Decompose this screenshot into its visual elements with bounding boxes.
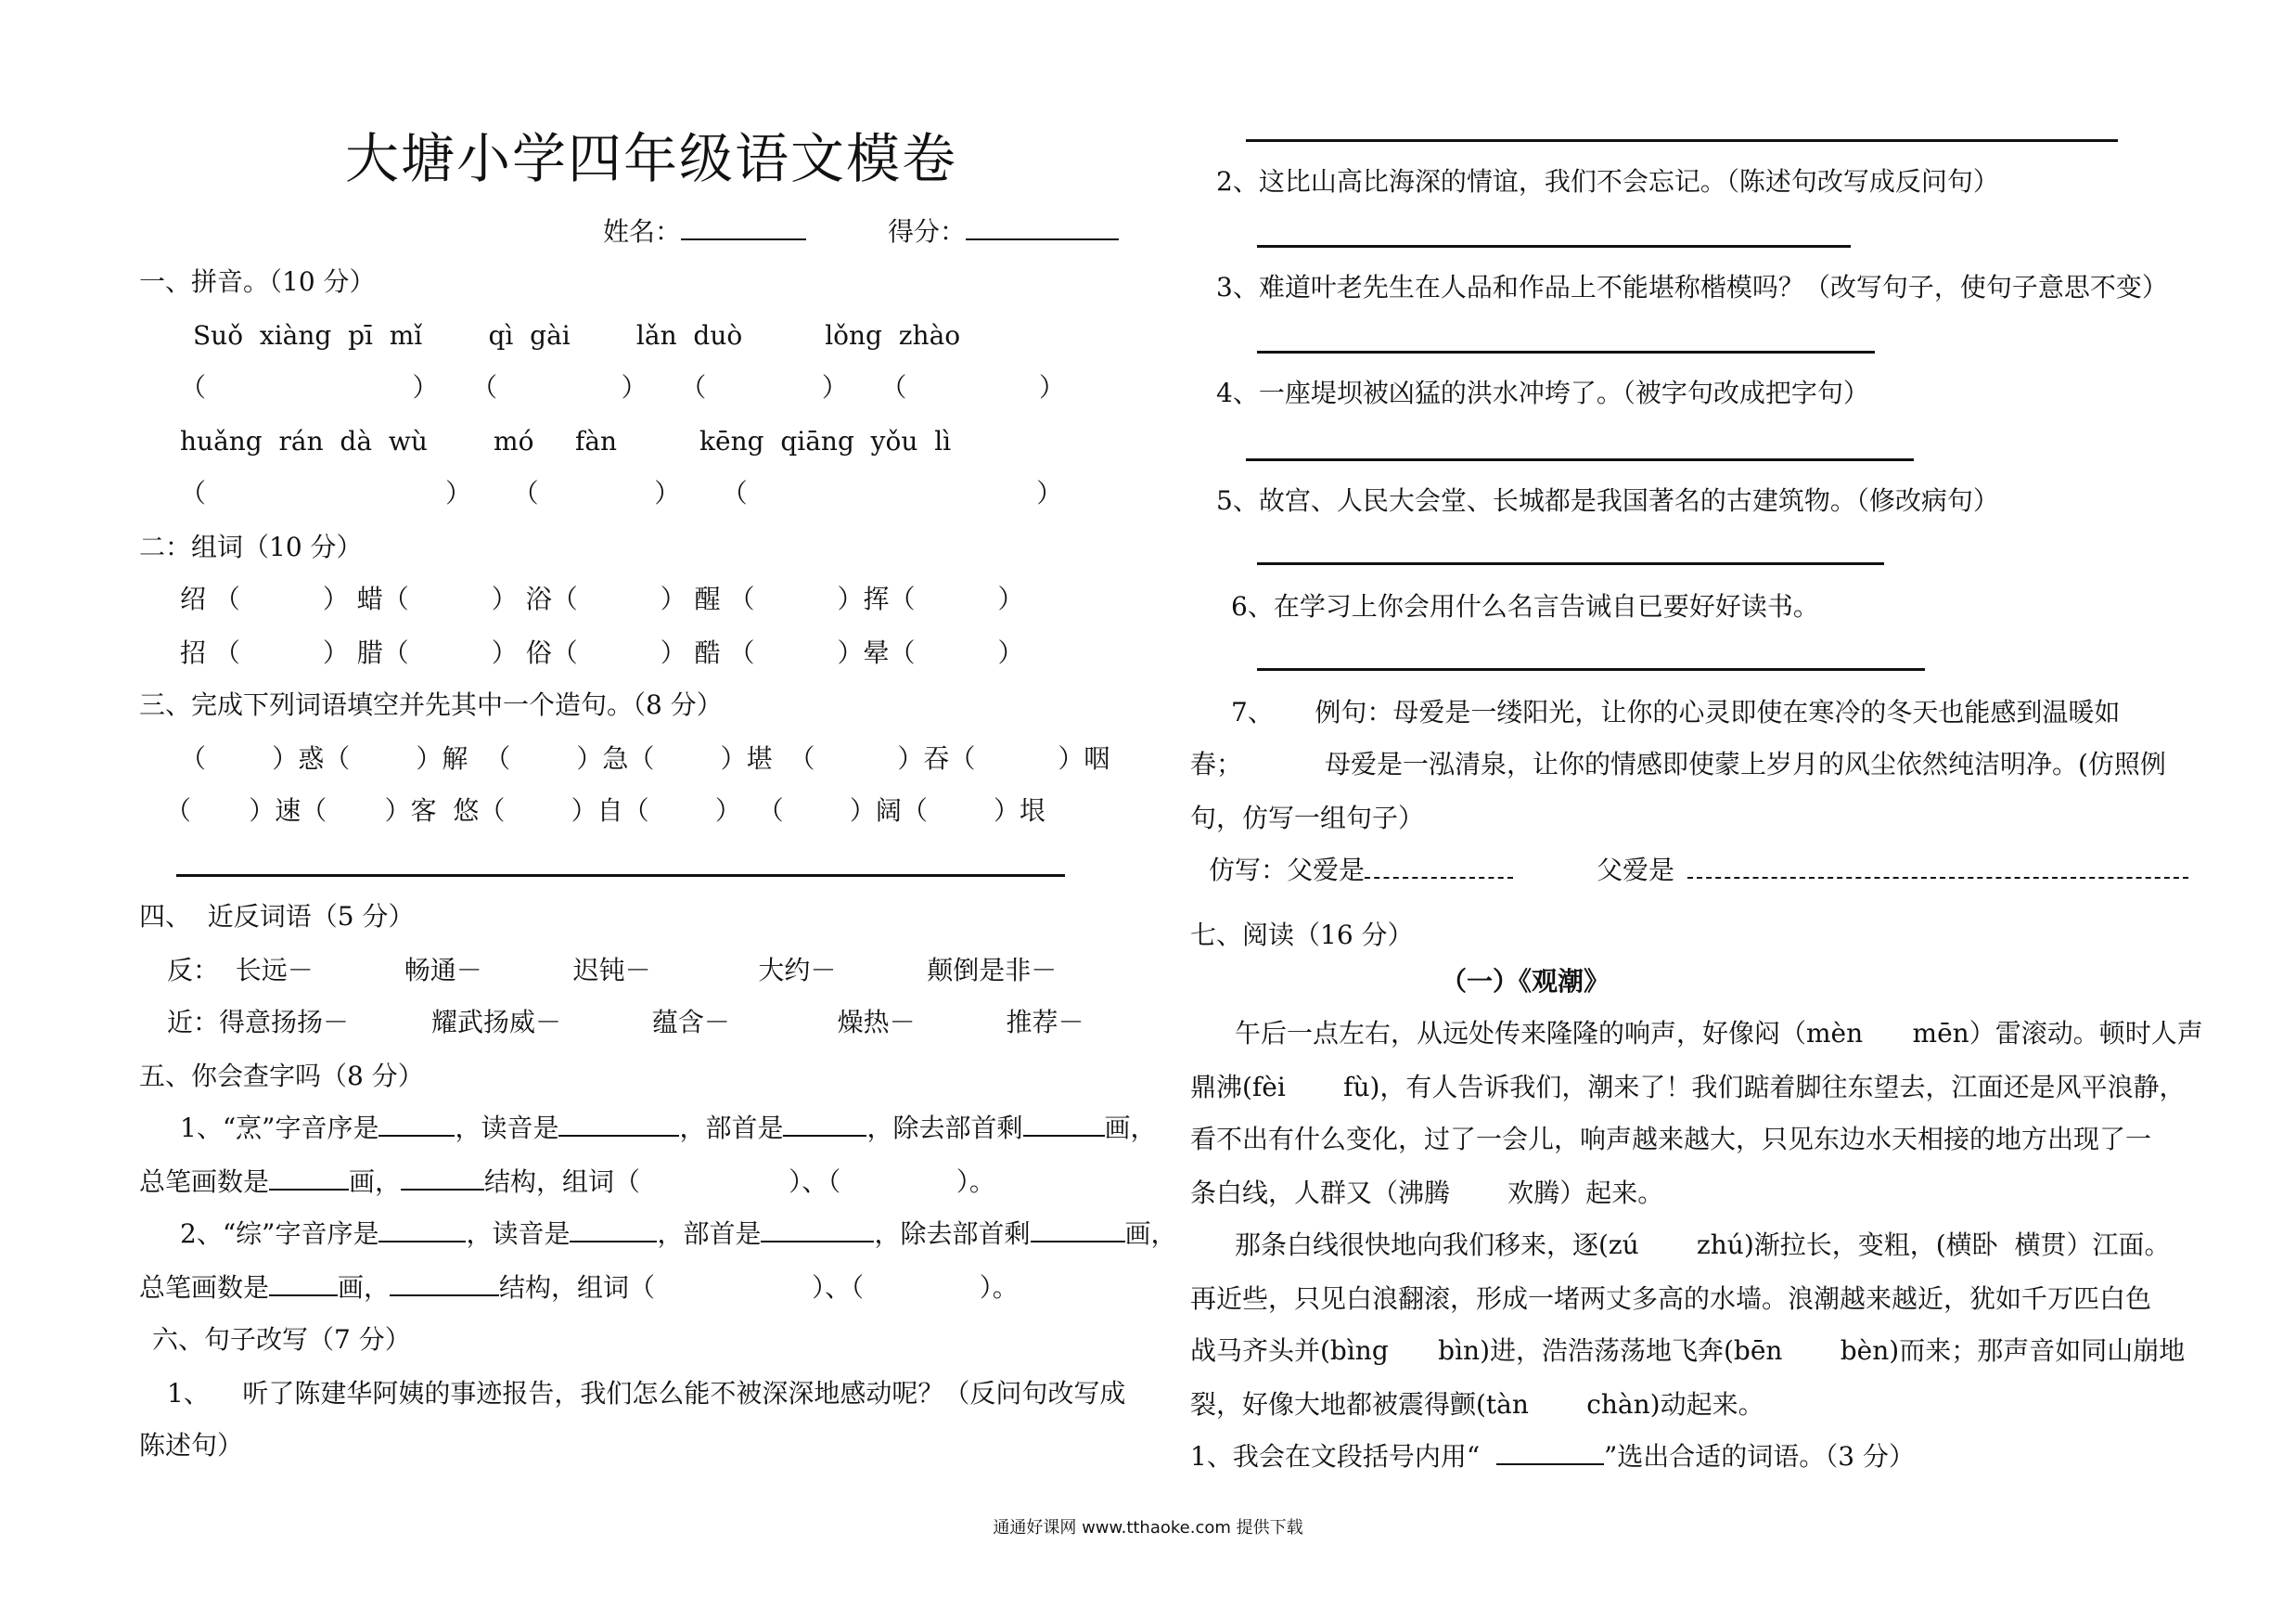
rewrite-5-text: 5、故宫、人民大会堂、长城都是我国著名的古建筑物。（修改病句） (1216, 485, 1999, 516)
char-lookup-1-line-1: 1、“烹”字音序是 ，读音是 ，部首是 ，除去部首剩 画， (180, 1113, 1157, 1143)
char-lookup-2-line-1: 2、“综”字音序是 ，读音是 ，部首是 ，除去部首剩 画， (180, 1218, 1177, 1249)
rewrite-6-answer-line[interactable] (1257, 668, 1925, 671)
passage-line-4: 条白线，人群又（沸腾 欢腾）起来。 (1190, 1178, 1664, 1208)
pinyin-row-2: huǎng rán dà wù mó fàn kēng qiāng yǒu lì (180, 426, 952, 457)
reading-question-1: 1、我会在文段括号内用“ ”选出合适的词语。（3 分） (1190, 1441, 1915, 1472)
rewrite-1-answer-line[interactable] (1246, 139, 2118, 142)
word-group-row-1[interactable]: 绍 （ ） 蜡（ ） 浴（ ） 醒 （ ）挥（ ） (180, 584, 1024, 614)
score-label: 得分： (888, 216, 967, 247)
pinyin-row-1: Suǒ xiàng pī mǐ qì gài lǎn duò lǒng zhào (193, 320, 961, 351)
char-lookup-2-line-2: 总笔画数是 画， 结构，组词（ ）、（ ）。 (139, 1272, 1019, 1303)
char-lookup-1-line-2: 总笔画数是 画， 结构，组词（ ）、（ ）。 (139, 1166, 995, 1197)
antonym-row: 反： 长远－ 畅通－ 迟钝－ 大约－ 颠倒是非－ (167, 955, 1058, 985)
section-2-title: 二：组词（10 分） (139, 532, 363, 562)
section-6-title: 六、句子改写（7 分） (152, 1324, 411, 1355)
rewrite-1-text-cont: 陈述句） (139, 1430, 244, 1461)
rewrite-4-text: 4、一座堤坝被凶猛的洪水冲垮了。（被字句改成把字句） (1216, 378, 1869, 408)
rewrite-7-text-cont: 春； 母爱是一泓清泉，让你的情感即使蒙上岁月的风尘依然纯洁明净。(仿照例 (1190, 749, 2166, 779)
passage-line-6: 再近些，只见白浪翻滚，形成一堵两丈多高的水墙。浪潮越来越近，犹如千万匹白色 (1190, 1283, 2152, 1314)
passage-line-3: 看不出有什么变化，过了一会儿，响声越来越大，只见东边水天相接的地方出现了一 (1190, 1124, 2152, 1154)
score-field[interactable] (966, 216, 1119, 240)
answer-brackets-row-2[interactable]: （ ） （ ） （ ） (180, 478, 1063, 508)
section-5-title: 五、你会查字吗（8 分） (139, 1061, 424, 1091)
passage-line-7: 战马齐头并(bìng bìn)进，浩浩荡荡地飞奔(bēn bèn)而来；那声音如同山崩地 (1190, 1335, 2186, 1366)
left-column (139, 0, 1187, 1622)
section-3-title: 三、完成下列词语填空并先其中一个造句。（8 分） (139, 689, 723, 720)
rewrite-2-answer-line[interactable] (1257, 245, 1851, 248)
imitation-line: 仿写：父爱是 父爱是 (1209, 854, 2188, 887)
sentence-answer-line[interactable] (176, 874, 1065, 877)
section-4-title: 四、 近反词语（5 分） (139, 901, 415, 932)
right-column (1190, 0, 2206, 1622)
name-label: 姓名： (603, 216, 682, 247)
name-field[interactable] (681, 216, 806, 240)
page-title: 大塘小学四年级语文模卷 (345, 127, 958, 190)
rewrite-7-instruction: 句，仿写一组句子） (1190, 803, 1425, 833)
rewrite-7-text: 7、 例句：母爱是一缕阳光，让你的心灵即使在寒冷的冬天也能感到温暖如 (1231, 697, 2121, 727)
passage-line-8: 裂，好像大地都被震得颤(tàn chàn)动起来。 (1190, 1389, 1764, 1420)
imitation-answer-2[interactable] (1687, 855, 2188, 879)
passage-line-2: 鼎沸(fèi fù)，有人告诉我们，潮来了！我们踮着脚往东望去，江面还是风平浪静， (1190, 1072, 2186, 1102)
section-1-title: 一、拼音。（10 分） (139, 266, 376, 297)
rewrite-3-text: 3、难道叶老先生在人品和作品上不能堪称楷模吗？（改写句子，使句子意思不变） (1216, 272, 2168, 303)
idiom-fill-row-2[interactable]: （ ）速（ ）客 悠（ ）自（ ） （ ）阔（ ）垠 (165, 795, 1046, 826)
answer-brackets-row-1[interactable]: （ ） （ ） （ ） （ ） (180, 372, 1065, 403)
name-score-line (603, 215, 1119, 249)
synonym-row: 近：得意扬扬－ 耀武扬威－ 蕴含－ 燥热－ 推荐－ (167, 1007, 1084, 1037)
rewrite-2-text: 2、这比山高比海深的情谊，我们不会忘记。（陈述句改写成反问句） (1216, 166, 1999, 197)
passage-line-1: 午后一点左右，从远处传来隆隆的响声，好像闷（mèn mēn）雷滚动。顿时人声 (1235, 1018, 2203, 1049)
reading-question-1-blank[interactable] (1496, 1441, 1604, 1465)
imitation-answer-1[interactable] (1365, 855, 1513, 879)
footer-credit: 通通好课网 www.tthaoke.com 提供下载 (993, 1518, 1303, 1538)
word-group-row-2[interactable]: 招 （ ） 腊（ ） 俗（ ） 酷 （ ）晕（ ） (180, 637, 1024, 668)
passage-title: （一）《观潮》 (1441, 966, 1610, 997)
rewrite-1-text: 1、 听了陈建华阿姨的事迹报告，我们怎么能不被深深地感动呢？（反问句改写成 (167, 1378, 1126, 1409)
rewrite-3-answer-line[interactable] (1257, 351, 1875, 354)
idiom-fill-row-1[interactable]: （ ）惑（ ）解 （ ）急（ ）堪 （ ）吞（ ）咽 (180, 743, 1110, 774)
rewrite-5-answer-line[interactable] (1257, 562, 1884, 565)
passage-line-5: 那条白线很快地向我们移来，逐(zú zhú)渐拉长，变粗，(横卧 横贯）江面。 (1235, 1229, 2171, 1260)
section-7-title: 七、阅读（16 分） (1190, 920, 1414, 950)
rewrite-6-text: 6、在学习上你会用什么名言告诫自已要好好读书。 (1231, 591, 1819, 622)
rewrite-4-answer-line[interactable] (1246, 458, 1914, 461)
